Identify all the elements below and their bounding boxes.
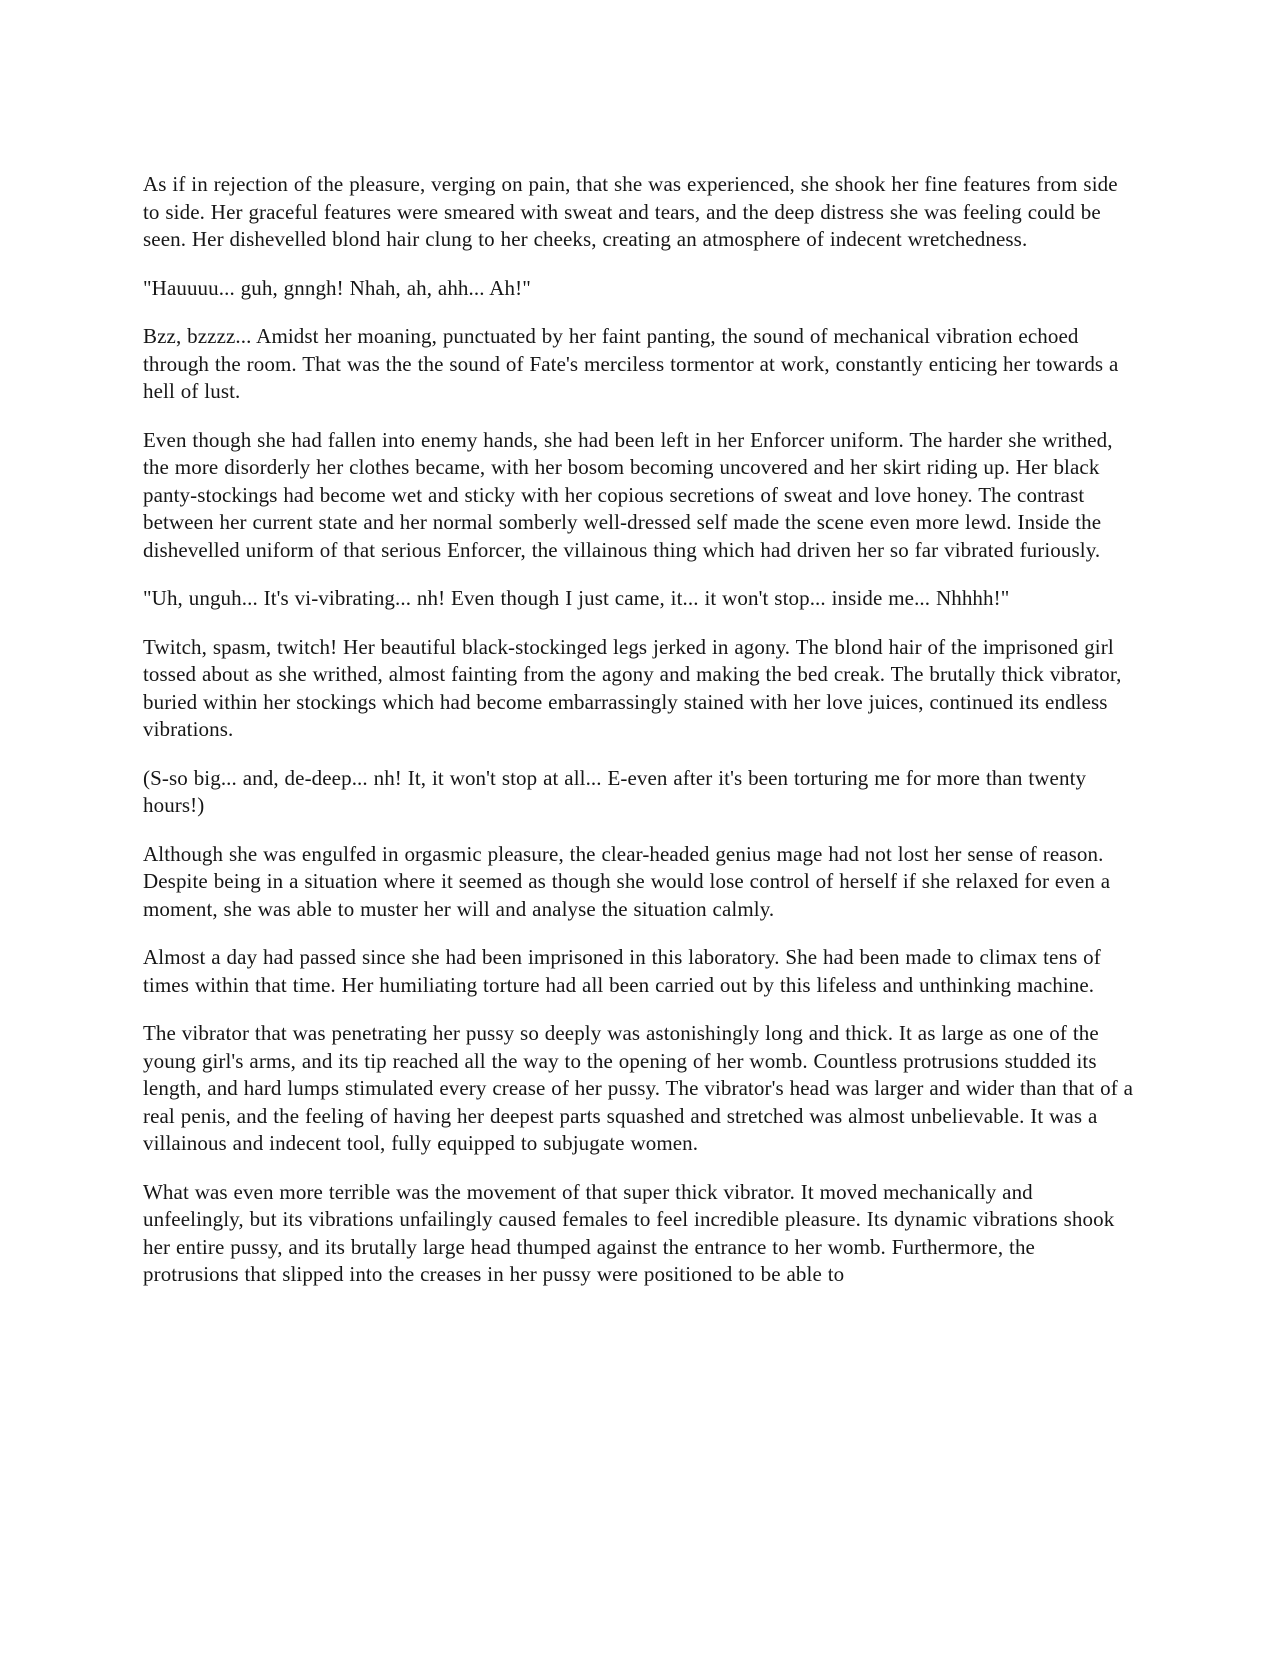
paragraph: Almost a day had passed since she had been imprisoned in this laboratory. She had been made to climax tens of times within that time. Her humiliating torture had all been carried out by this lifeless and unthinking machine. [143,945,1101,997]
paragraph-dialogue: "Hauuuu... guh, gnngh! Nhah, ah, ahh... Ah!" [143,275,531,300]
paragraph-dialogue: "Uh, unguh... It's vi-vibrating... nh! Even though I just came, it... it won't stop... inside me... Nhhhh!" [143,586,1010,610]
paragraph: Twitch, spasm, twitch! Her beautiful black-stockinged legs jerked in agony. The blond hair of the imprisoned girl tossed about as she writhed, almost fainting from the agony and making the bed creak. The brutally thick vibrator, buried within her stockings which had become embarrassingly stained with her love juices, continued its endless vibrations. [143,634,1122,741]
paragraph: As if in rejection of the pleasure, verging on pain, that she was experienced, she shook her fine features from side to side. Her graceful features were smeared with sweat and tears, and the deep distress she was feeling could be seen. Her dishevelled blond hair clung to her cheeks, creating an atmosphere of indecent wretchedness. [143,172,1118,251]
paragraph: Even though she had fallen into enemy hands, she had been left in her Enforcer uniform. The harder she writhed, the more disorderly her clothes became, with her bosom becoming uncovered and her skirt riding up. Her black panty-stockings had become wet and sticky with her copious secretions of sweat and love honey. The contrast between her current state and her normal somberly well-dressed self made the scene even more lewd. Inside the dishevelled uniform of that serious Enforcer, the villainous thing which had driven her so far vibrated furiously. [143,427,1113,562]
paragraph: The vibrator that was penetrating her pussy so deeply was astonishingly long and thick. It as large as one of the young girl's arms, and its tip reached all the way to the opening of her womb. Countless protrusions studded its length, and hard lumps stimulated every crease of her pussy. The vibrator's head was larger and wider than that of a real penis, and the feeling of having her deepest parts squashed and stretched was almost unbelievable. It was a villainous and indecent tool, fully equipped to subjugate women. [143,1021,1134,1155]
paragraph-inner-thought: (S-so big... and, de-deep... nh! It, it won't stop at all... E-even after it's been torturing me for more than twenty hours!) [143,765,1087,817]
paragraph: Bzz, bzzzz... Amidst her moaning, punctuated by her faint panting, the sound of mechanical vibration echoed through the room. That was the the sound of Fate's merciless tormentor at work, constantly enticing her towards a hell of lust. [143,324,1119,403]
paragraph: What was even more terrible was the movement of that super thick vibrator. It moved mechanically and unfeelingly, but its vibrations unfailingly caused females to feel incredible pleasure. Its dynamic vibrations shook her entire pussy, and its brutally large head thumped against the entrance to her womb. Furthermore, the protrusions that slipped into the creases in her pussy were positioned to be able to [143,1179,1115,1286]
paragraph: Although she was engulfed in orgasmic pleasure, the clear-headed genius mage had not lost her sense of reason. Despite being in a situation where it seemed as though she would lose control of herself if she relaxed for even a moment, she was able to muster her will and analyse the situation calmly. [143,841,1111,921]
